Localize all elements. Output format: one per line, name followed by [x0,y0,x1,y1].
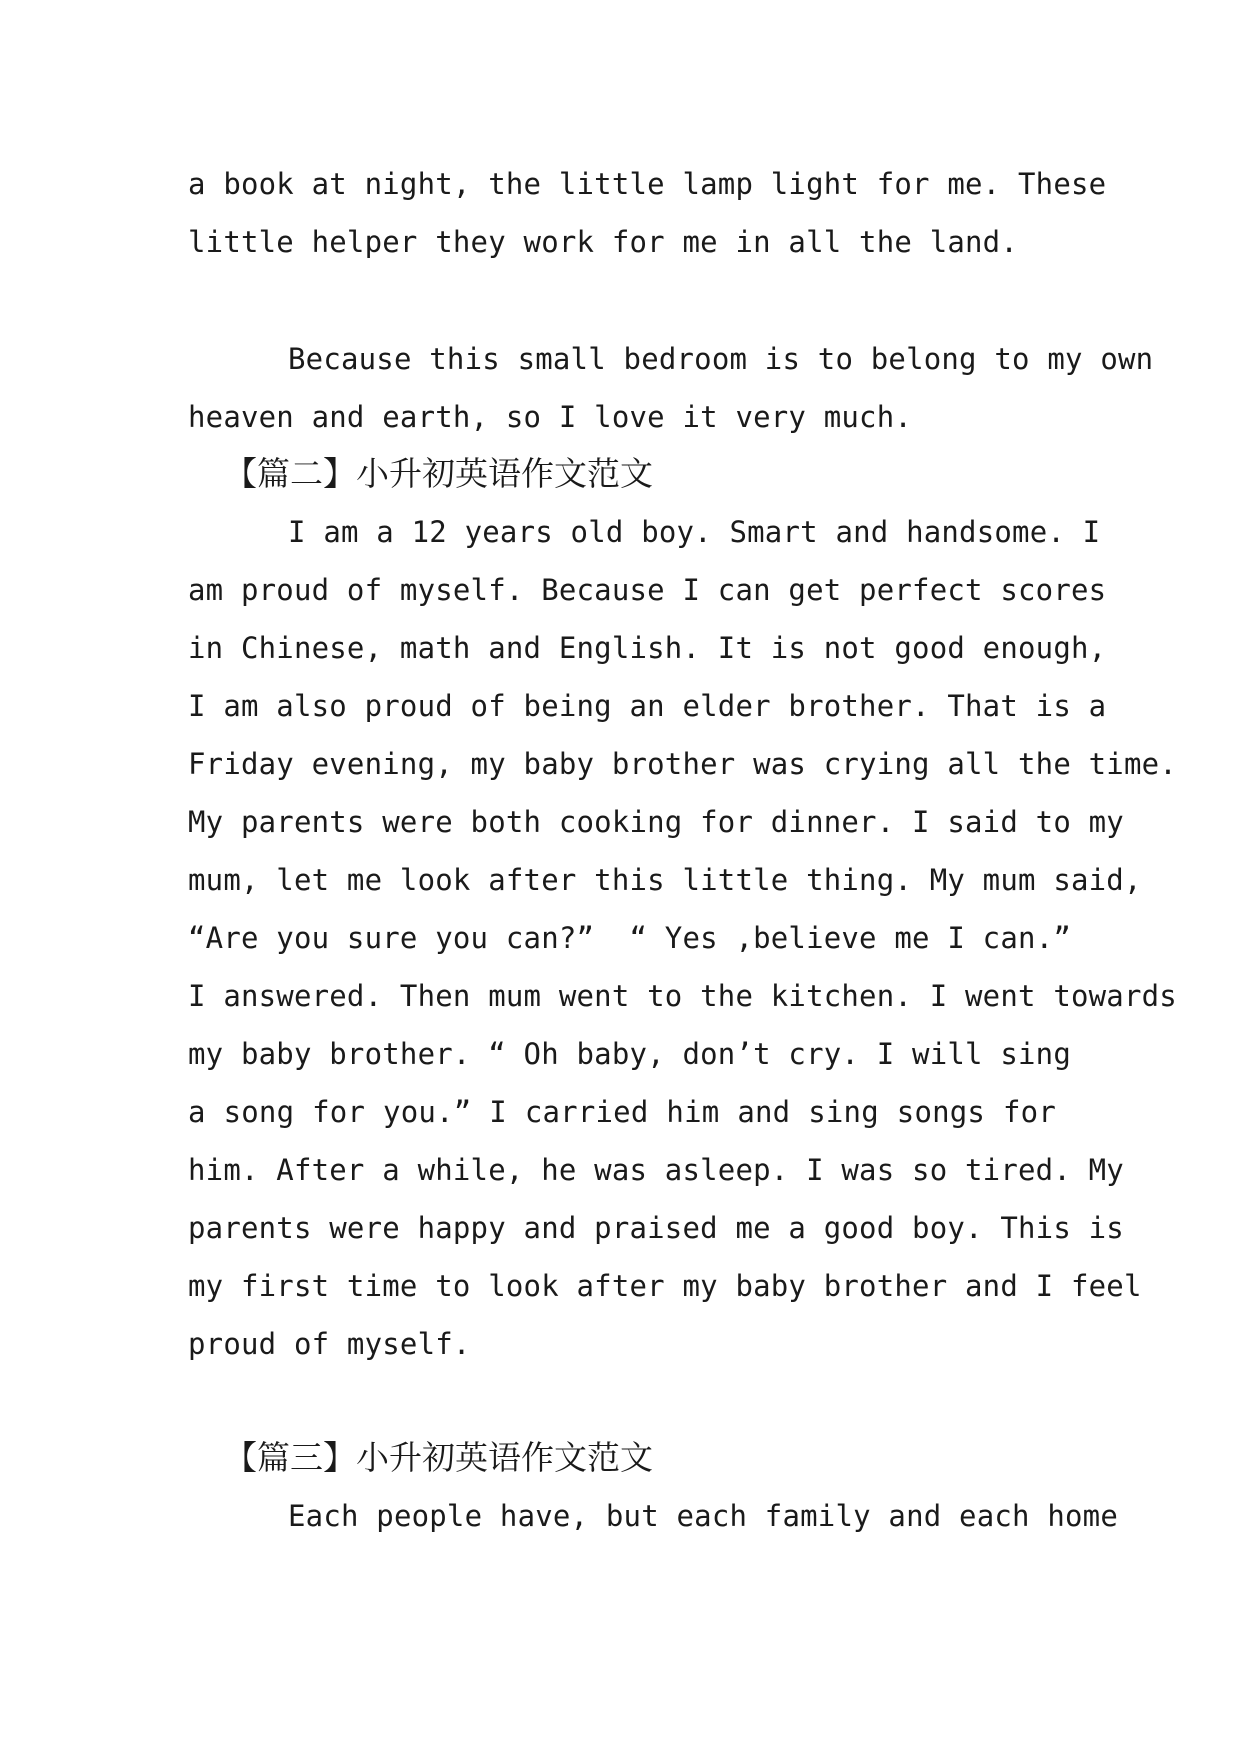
paragraph-line: I am a 12 years old boy. Smart and handsome. I [288,515,1101,549]
paragraph-line: proud of myself. [188,1327,471,1361]
paragraph-line: little helper they work for me in all the land. [188,225,1018,259]
paragraph-line: my first time to look after my baby brother and I feel [188,1269,1142,1303]
paragraph-line: a book at night, the little lamp light for me. These [188,167,1107,201]
paragraph-line: in Chinese, math and English. It is not good enough, [188,631,1107,665]
paragraph-line: him. After a while, he was asleep. I was so tired. My [188,1153,1124,1187]
paragraph-line: I am also proud of being an elder brother. That is a [188,689,1107,723]
section-heading: 【篇二】小升初英语作文范文 [224,454,653,493]
section-heading: 【篇三】小升初英语作文范文 [224,1438,653,1477]
paragraph-line: My parents were both cooking for dinner. I said to my [188,805,1124,839]
paragraph-line: a song for you.” I carried him and sing songs for [188,1095,1056,1129]
paragraph-line: heaven and earth, so I love it very much. [188,400,913,434]
paragraph-line: Each people have, but each family and each home [288,1499,1118,1533]
paragraph-line: Because this small bedroom is to belong to my own [288,342,1154,376]
paragraph-line: mum, let me look after this little thing. My mum said, [188,863,1142,897]
paragraph-line: “Are you sure you can?” “ Yes ,believe me I can.” [188,921,1071,955]
paragraph-line: am proud of myself. Because I can get perfect scores [188,573,1107,607]
paragraph-line: parents were happy and praised me a good boy. This is [188,1211,1124,1245]
paragraph-line: I answered. Then mum went to the kitchen. I went towards [188,979,1177,1013]
paragraph-line: Friday evening, my baby brother was crying all the time. [188,747,1177,781]
paragraph-line: my baby brother. “ Oh baby, don’t cry. I will sing [188,1037,1071,1071]
